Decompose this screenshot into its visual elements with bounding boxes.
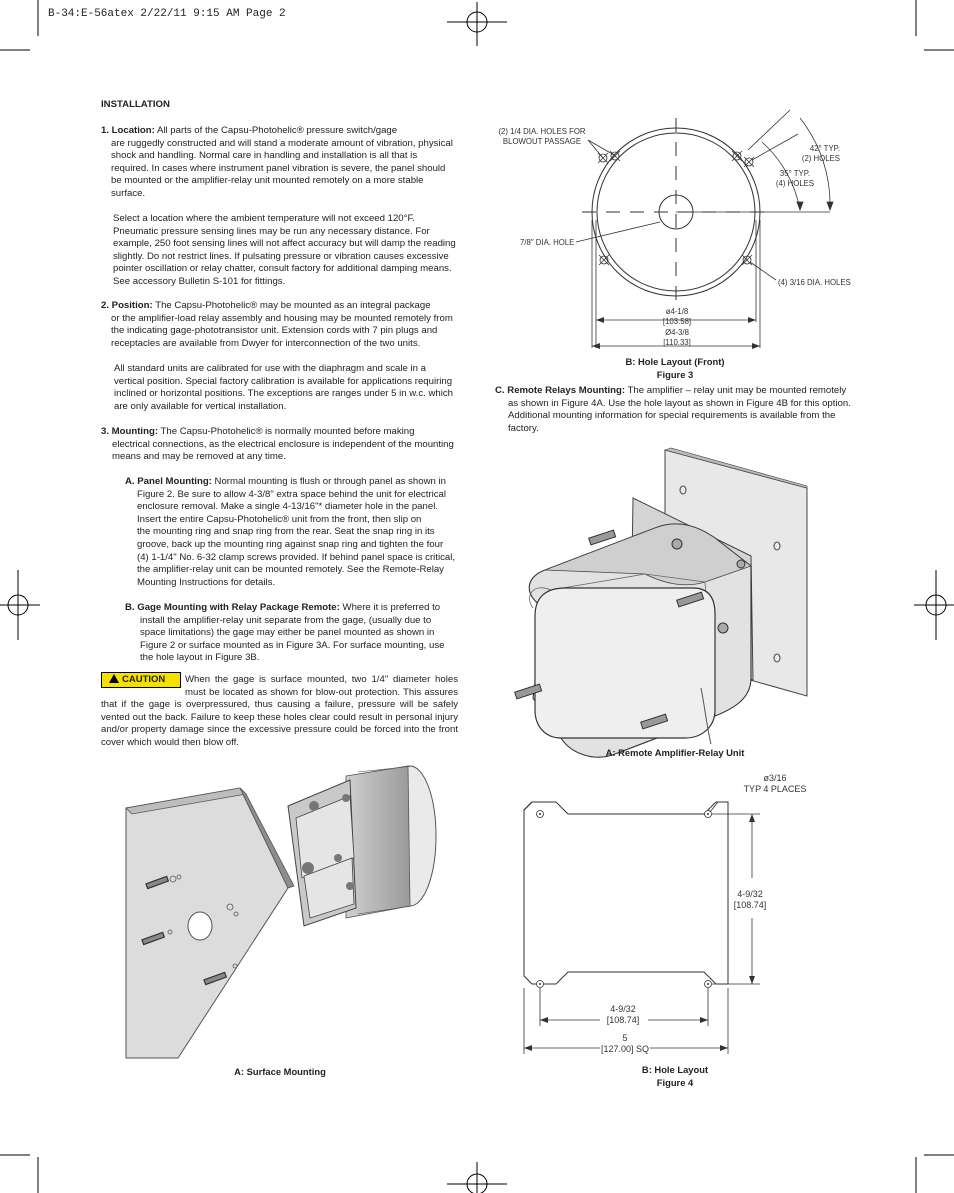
angle-42-line-2: (2) HOLES [801, 153, 840, 163]
position-p2-line: All standard units are calibrated for use with the diaphragm and scale in a [114, 363, 426, 374]
vertical-dimension-label [725, 889, 775, 911]
location-p2-line: See accessory Bulletin S-101 for fittings. [113, 275, 286, 287]
position-line-2: the indicating gage-phototransistor unit. Extension cords with 7 pin plugs and [111, 325, 438, 337]
location-p2-line: slightly. Do not restrict lines. If pulsating pressure or vibration causes excessive [113, 250, 449, 262]
outer-diameter-label [654, 328, 700, 347]
figure4b-caption: B: Hole Layout [641, 1064, 709, 1075]
mounting-paragraph [101, 426, 466, 464]
gage-mounting-paragraph [125, 602, 465, 665]
remote-line: factory. [508, 422, 539, 434]
angle-35-line-1: 35° TYP. [779, 169, 811, 178]
outer-diameter: Ø4-3/8 [665, 328, 689, 337]
caution-rest-lines [101, 699, 458, 749]
location-paragraph-2 [113, 213, 468, 289]
remote-relay-unit-illustration [505, 448, 815, 748]
panel-line-0: Normal mounting is flush or through panel as shown in [214, 476, 446, 487]
blowout-line-2: BLOWOUT PASSAGE [502, 136, 582, 146]
position-paragraph [101, 300, 466, 350]
position-label: 2. Position: [101, 300, 153, 311]
location-line-0: All parts of the Capsu-Photohelic® pressure switch/gage [156, 125, 398, 136]
overall-dimension-mm: [127.00] SQ [600, 1044, 650, 1054]
caution-line: must be located as shown for blow-out protection. This assures [185, 686, 458, 698]
panel-line: Figure 2. Be sure to allow 4-3/8" extra space behind the unit for electrical [137, 488, 446, 500]
horizontal-dimension-label [598, 1004, 648, 1026]
position-p2-line: are only available for vertical installation. [114, 400, 287, 412]
panel-line: the mounting ring and snap ring from the rear. Seat the snap ring in its [137, 526, 435, 538]
position-paragraph-2 [114, 363, 469, 413]
location-line-3: required. In cases where instrument panel vibration is severe, the panel should [111, 162, 446, 174]
angle-35-line-2: (4) HOLES [775, 178, 815, 188]
vertical-dimension: 4-9/32 [737, 889, 763, 899]
panel-line: the amplifier-relay unit can be mounted remotely. See the Remote-Relay [137, 564, 444, 576]
page-slug: B-34:E-56atex 2/22/11 9:15 AM Page 2 [48, 8, 286, 20]
angle-42-label [790, 144, 840, 163]
angle-42-line-1: 42° TYP. [809, 144, 840, 153]
gage-line-0: Where it is preferred to [342, 602, 441, 613]
figure4a-caption: A: Remote Amplifier-Relay Unit [605, 747, 745, 758]
location-line-5: surface. [111, 187, 146, 199]
figure3a-caption: A: Surface Mounting [234, 1066, 326, 1077]
mounting-line-0: The Capsu-Photohelic® is normally mounted before making [160, 426, 415, 437]
outer-diameter-mm: [110.33] [663, 337, 691, 347]
horizontal-dimension-mm: [108.74] [606, 1015, 640, 1025]
panel-line: (4) 1-1/4" No. 6-32 clamp screws provided. If behind panel space is critical, [137, 551, 456, 563]
location-label: 1. Location: [101, 125, 155, 136]
position-p2-line: inclined or horizontal positions. The exceptions are ranges under 5 in w.c. which [114, 388, 453, 400]
overall-dimension: 5 [622, 1033, 628, 1043]
angle-35-label [770, 169, 820, 188]
location-p2-line: example, 250 foot sensing lines will not affect accuracy but will damp the reading [113, 238, 456, 250]
mount-holes-label: (4) 3/16 DIA. HOLES [778, 278, 851, 287]
figure3b-caption: B: Hole Layout (Front) [625, 356, 725, 367]
panel-line: enclosure removal. Make a single 4-13/16"* diameter hole in the panel. [137, 501, 438, 513]
panel-mounting-paragraph [125, 476, 465, 589]
gage-mounting-label: B. Gage Mounting with Relay Package Remote: [125, 602, 340, 613]
figure3-label: Figure 3 [656, 369, 694, 380]
section-heading: INSTALLATION [101, 99, 170, 110]
gage-line: install the amplifier-relay unit separate from the gage, (usually due to [140, 614, 432, 626]
remote-line: Additional mounting information for special requirements is available from the [508, 410, 836, 422]
remote-label: C. Remote Relays Mounting: [495, 385, 626, 396]
panel-line: groove, back up the mounting ring against snap ring and tighten the four [137, 538, 444, 550]
location-p2-line: Pneumatic pressure sensing lines may be run any necessary distance. For [113, 225, 430, 237]
surface-mounting-illustration [118, 758, 478, 1058]
overall-dimension-label [590, 1033, 660, 1055]
caution-first-lines [185, 674, 458, 699]
inner-diameter-mm: [103.58] [662, 316, 692, 326]
panel-line: Mounting Instructions for details. [137, 576, 276, 588]
gage-line: space limitations) the gage may either be panel mounted as shown in [140, 627, 435, 639]
panel-line: Insert the entire Capsu-Photohelic® unit from the front, then slip on [137, 513, 422, 525]
position-line-1: or the amplifier-load relay assembly and housing may be mounted remotely from [111, 312, 453, 324]
warning-triangle-icon [109, 674, 119, 683]
remote-relays-paragraph [495, 385, 855, 435]
location-line-1: are ruggedly constructed and will stand a moderate amount of vibration, physical [111, 137, 453, 149]
caution-badge [101, 672, 181, 688]
center-hole-label: 7/8" DIA. HOLE [520, 238, 575, 247]
position-p2-line: vertical position. Special factory calibration is available for applications requiring [114, 375, 453, 387]
caution-line: cover which would then blow off. [101, 736, 239, 748]
panel-mounting-label: A. Panel Mounting: [125, 476, 212, 487]
caution-line: When the gage is surface mounted, two 1/4" diameter holes [185, 674, 458, 685]
gage-line: the hole layout in Figure 3B. [140, 652, 260, 664]
inner-diameter: ø4-1/8 [665, 307, 689, 316]
vertical-dimension-mm: [108.74] [733, 900, 767, 910]
remote-line-0: The amplifier – relay unit may be mounted remotely [627, 385, 847, 396]
mounting-line-2: means and may be removed at any time. [112, 451, 286, 463]
position-line-0: The Capsu-Photohelic® may be mounted as an integral package [155, 300, 431, 311]
square-hole-diameter: ø3/16 [763, 773, 787, 783]
mounting-line-1: electrical connections, as the electrical enclosure is independent of the mounting [112, 438, 454, 450]
caution-line: vented out the back. Failure to keep these holes clear could result in personal injury [101, 711, 458, 723]
gage-line: Figure 2 or surface mounted as in Figure 3A. For surface mounting, use [140, 639, 445, 651]
location-p2-line: Select a location where the ambient temperature will not exceed 120°F. [113, 213, 415, 224]
caution-line: and/or property damage since the excessive pressure could be forced into the front [101, 724, 458, 736]
mounting-label: 3. Mounting: [101, 426, 159, 437]
square-hole-typ: TYP 4 PLACES [743, 784, 807, 794]
location-p2-line: pointer oscillation or relay chatter, consult factory for additional damping means. [113, 263, 452, 275]
caution-line: that if the gage is overpressured, thus causing a failure, pressure will be safely [101, 699, 458, 710]
inner-diameter-label [654, 307, 700, 326]
location-line-2: shock and handling. Normal care in handling and installation is all that is [111, 150, 418, 162]
blowout-holes-label [498, 127, 586, 146]
hole-layout-square-diagram [520, 798, 820, 1068]
location-paragraph [101, 125, 466, 201]
remote-line: as shown in Figure 4A. Use the hole layout as shown in Figure 4B for this option. [508, 397, 851, 409]
caution-label: CAUTION [122, 674, 166, 685]
square-hole-label [740, 773, 810, 795]
blowout-line-1: (2) 1/4 DIA. HOLES FOR [498, 127, 586, 136]
location-line-4: be mounted or the amplifier-relay unit mounted remotely on a more stable [111, 175, 424, 187]
horizontal-dimension: 4-9/32 [610, 1004, 636, 1014]
figure4-label: Figure 4 [656, 1077, 694, 1088]
position-line-3: receptacles are available from Dwyer for interconnection of the two units. [111, 337, 421, 349]
